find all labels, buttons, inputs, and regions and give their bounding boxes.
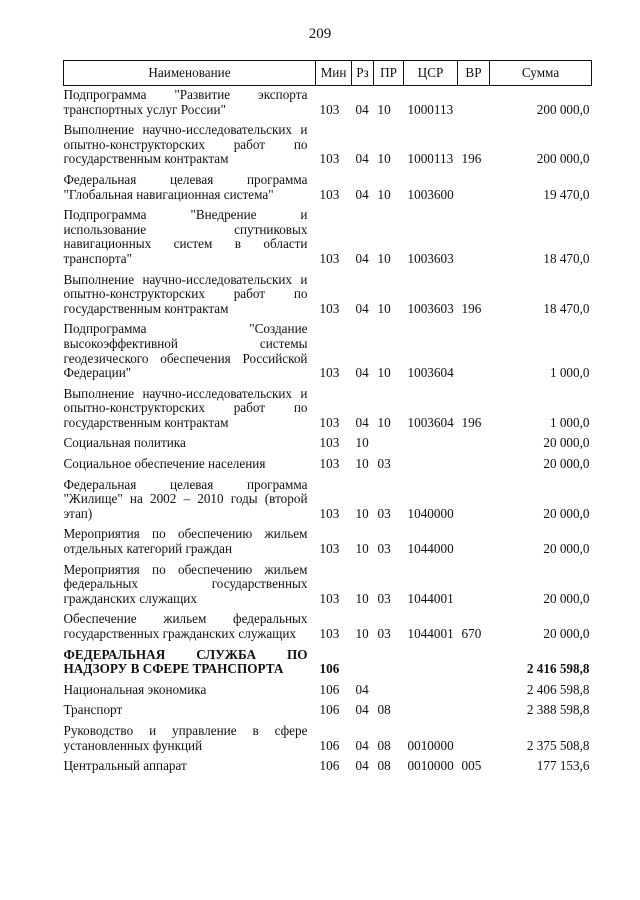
row-name-line: Подпрограмма "Развитие экспорта: [63, 87, 308, 102]
row-name-line: Выполнение научно-исследовательских и: [63, 271, 308, 287]
row-vr: [458, 86, 490, 118]
row-name-line: федеральных государственных: [63, 576, 308, 592]
table-row: [64, 642, 592, 677]
row-name-line: государственным контрактам: [63, 414, 229, 430]
row-pr: 08: [377, 737, 391, 753]
row-csr: [404, 677, 458, 698]
row-rz: 04: [355, 186, 369, 202]
row-sum: 177 153,6: [536, 758, 590, 774]
row-rz: 04: [355, 414, 369, 430]
row-sum: 2 375 508,8: [526, 737, 590, 753]
row-name-line: Мероприятия по обеспечению жильем: [63, 526, 308, 542]
row-name: [64, 642, 316, 677]
row-name-line: НАДЗОРУ В СФЕРЕ ТРАНСПОРТА: [63, 661, 284, 677]
row-csr: [404, 642, 458, 677]
row-name: [64, 718, 316, 753]
row-pr: [374, 430, 404, 451]
header-name: Наименование: [64, 61, 316, 86]
row-rz: 04: [355, 300, 369, 316]
row-vr: [458, 677, 490, 698]
row-rz: [352, 642, 374, 677]
row-sum: 200 000,0: [536, 101, 590, 117]
row-name-line: Транспорт: [63, 702, 123, 718]
row-vr: [458, 697, 490, 718]
row-sum: 2 388 598,8: [526, 702, 590, 718]
row-csr: 1044000: [407, 541, 454, 557]
row-name-line: отдельных категорий граждан: [63, 541, 233, 557]
table-row: [64, 718, 592, 753]
row-csr: [404, 451, 458, 472]
page-number: 209: [308, 26, 332, 42]
row-sum: 19 470,0: [543, 186, 590, 202]
table-row: [64, 451, 592, 472]
row-vr: [458, 557, 490, 607]
row-sum: 20 000,0: [543, 626, 590, 641]
row-csr: 0010000: [407, 758, 454, 774]
row-name-line: гражданских служащих: [63, 590, 197, 606]
row-rz: 04: [355, 758, 369, 774]
row-rz: 04: [355, 365, 369, 381]
row-sum: 20 000,0: [543, 505, 590, 521]
row-name: [64, 472, 316, 522]
row-vr: [458, 202, 490, 266]
row-csr: 1003604: [407, 365, 454, 381]
row-pr: 03: [377, 456, 391, 472]
row-name-line: Руководство и управление в сфере: [63, 722, 308, 738]
row-min: 103: [319, 250, 340, 266]
table-row: [64, 557, 592, 607]
row-min: 106: [319, 661, 340, 677]
row-sum: 1 000,0: [549, 365, 590, 381]
row-vr: [458, 316, 490, 380]
row-name: [64, 677, 316, 698]
row-min: 106: [319, 702, 340, 718]
row-name-line: государственных гражданских служащих: [63, 626, 297, 641]
row-min: 103: [319, 365, 340, 381]
row-name-line: Выполнение научно-исследовательских и: [63, 122, 308, 138]
row-vr: [458, 167, 490, 202]
table-row: [64, 267, 592, 317]
header-min: Мин: [316, 61, 352, 86]
table-row: [64, 167, 592, 202]
table-body: [64, 86, 592, 774]
row-name-line: навигационных систем в области: [63, 236, 308, 252]
row-vr: [458, 521, 490, 556]
table-row: [64, 117, 592, 167]
row-sum: 18 470,0: [543, 250, 590, 266]
table-row: [64, 521, 592, 556]
row-vr: 196: [461, 300, 482, 316]
row-vr: [458, 472, 490, 522]
table-row: [64, 430, 592, 451]
row-name-line: опытно-конструкторских работ по: [63, 136, 308, 152]
row-pr: 10: [377, 365, 391, 381]
row-csr: [404, 430, 458, 451]
row-name-line: Федерации": [63, 365, 132, 381]
table-row: [64, 202, 592, 266]
row-pr: 03: [377, 590, 391, 606]
row-pr: [374, 642, 404, 677]
row-name-line: установленных функций: [63, 737, 203, 753]
row-rz: 04: [355, 702, 369, 718]
row-name-line: Федеральная целевая программа: [63, 171, 308, 187]
row-min: 103: [319, 414, 340, 430]
row-name-line: геодезического обеспечения Российской: [63, 350, 308, 366]
row-name-line: государственным контрактам: [63, 300, 229, 316]
row-vr: [458, 451, 490, 472]
row-name: [64, 557, 316, 607]
row-csr: 1003600: [407, 186, 454, 202]
row-name-line: Национальная экономика: [63, 681, 207, 697]
row-min: 103: [319, 626, 340, 641]
row-rz: 04: [355, 151, 369, 167]
row-sum: 2 406 598,8: [526, 681, 590, 697]
row-rz: 10: [355, 626, 369, 641]
row-rz: 10: [355, 590, 369, 606]
row-name-line: высокоэффективной системы: [63, 335, 308, 351]
row-name-line: этап): [63, 505, 93, 521]
row-pr: 10: [377, 101, 391, 117]
row-name-line: опытно-конструкторских работ по: [63, 400, 308, 416]
row-name-line: Мероприятия по обеспечению жильем: [63, 561, 308, 577]
row-min: 106: [319, 758, 340, 774]
row-pr: 10: [377, 151, 391, 167]
row-min: 103: [319, 541, 340, 557]
row-name-line: Подпрограмма "Создание: [63, 321, 308, 337]
row-min: 103: [319, 186, 340, 202]
table-row: [64, 606, 592, 641]
row-pr: 08: [377, 758, 391, 774]
table-row: [64, 316, 592, 380]
row-name: [64, 697, 316, 718]
row-sum: 20 000,0: [543, 590, 590, 606]
row-sum: 1 000,0: [549, 414, 590, 430]
row-rz: 04: [355, 101, 369, 117]
row-min: 103: [319, 590, 340, 606]
table-row: [64, 753, 592, 774]
row-sum: 20 000,0: [543, 435, 590, 451]
row-name: [64, 381, 316, 431]
header-pr: ПР: [374, 61, 404, 86]
header-rz: Рз: [352, 61, 374, 86]
budget-table: [63, 60, 592, 774]
row-min: 103: [319, 505, 340, 521]
row-csr: 1044001: [407, 626, 454, 641]
row-min: 106: [319, 681, 340, 697]
row-rz: 04: [355, 737, 369, 753]
row-vr: 005: [461, 758, 482, 774]
row-pr: 10: [377, 250, 391, 266]
row-sum: 2 416 598,8: [526, 661, 590, 677]
row-name-line: ФЕДЕРАЛЬНАЯ СЛУЖБА ПО: [63, 646, 308, 662]
row-name: [64, 267, 316, 317]
table-row: [64, 86, 592, 118]
row-pr: 10: [377, 186, 391, 202]
row-rz: 10: [355, 435, 369, 451]
row-name-line: Федеральная целевая программа: [63, 476, 308, 492]
row-name-line: транспорта": [63, 250, 133, 266]
row-csr: [404, 697, 458, 718]
table-row: [64, 381, 592, 431]
row-name: [64, 451, 316, 472]
row-csr: 1000113: [407, 101, 454, 117]
row-name: [64, 202, 316, 266]
row-pr: 10: [377, 414, 391, 430]
row-name: [64, 316, 316, 380]
row-vr: 670: [461, 626, 482, 641]
row-vr: [458, 642, 490, 677]
table-row: [64, 677, 592, 698]
row-name-line: Подпрограмма "Внедрение и: [63, 207, 308, 223]
row-csr: 1003603: [407, 250, 454, 266]
row-sum: 20 000,0: [543, 541, 590, 557]
row-pr: 03: [377, 626, 391, 641]
row-name: [64, 521, 316, 556]
row-name-line: "Глобальная навигационная система": [63, 186, 274, 202]
row-name-line: Центральный аппарат: [63, 758, 187, 774]
row-name-line: использование спутниковых: [63, 221, 308, 237]
row-name-line: "Жилище" на 2002 – 2010 годы (второй: [63, 491, 308, 507]
row-name-line: Социальное обеспечение населения: [63, 456, 266, 472]
row-min: 103: [319, 151, 340, 167]
header-sum: Сумма: [490, 61, 592, 86]
row-csr: 1044001: [407, 590, 454, 606]
row-name: [64, 430, 316, 451]
row-csr: 1003604: [407, 414, 454, 430]
row-min: 106: [319, 737, 340, 753]
row-name-line: государственным контрактам: [63, 151, 229, 167]
row-csr: 1040000: [407, 505, 454, 521]
row-vr: [458, 718, 490, 753]
row-vr: 196: [461, 151, 482, 167]
row-name: [64, 117, 316, 167]
row-pr: 03: [377, 505, 391, 521]
row-rz: 10: [355, 456, 369, 472]
row-rz: 04: [355, 681, 369, 697]
row-name-line: опытно-конструкторских работ по: [63, 286, 308, 302]
row-name-line: Выполнение научно-исследовательских и: [63, 385, 308, 401]
header-csr: ЦСР: [404, 61, 458, 86]
header-vr: ВР: [458, 61, 490, 86]
row-name: [64, 753, 316, 774]
row-name: [64, 606, 316, 641]
row-name: [64, 167, 316, 202]
row-name-line: Обеспечение жильем федеральных: [63, 611, 308, 627]
row-vr: 196: [461, 414, 482, 430]
row-vr: [458, 430, 490, 451]
row-csr: 0010000: [407, 737, 454, 753]
row-min: 103: [319, 456, 340, 472]
row-min: 103: [319, 435, 340, 451]
row-sum: 18 470,0: [543, 300, 590, 316]
table-header: [64, 61, 592, 86]
row-rz: 10: [355, 505, 369, 521]
table-row: [64, 472, 592, 522]
row-rz: 04: [355, 250, 369, 266]
row-csr: 1000113: [407, 151, 454, 167]
row-csr: 1003603: [407, 300, 454, 316]
row-min: 103: [319, 300, 340, 316]
row-name-line: Социальная политика: [63, 435, 186, 451]
row-pr: 10: [377, 300, 391, 316]
row-pr: 03: [377, 541, 391, 557]
row-min: 103: [319, 101, 340, 117]
row-pr: [374, 677, 404, 698]
row-name: [64, 86, 316, 118]
row-rz: 10: [355, 541, 369, 557]
table-row: [64, 697, 592, 718]
row-pr: 08: [377, 702, 391, 718]
row-name-line: транспортных услуг России": [63, 101, 226, 117]
row-sum: 200 000,0: [536, 151, 590, 167]
row-sum: 20 000,0: [543, 456, 590, 472]
